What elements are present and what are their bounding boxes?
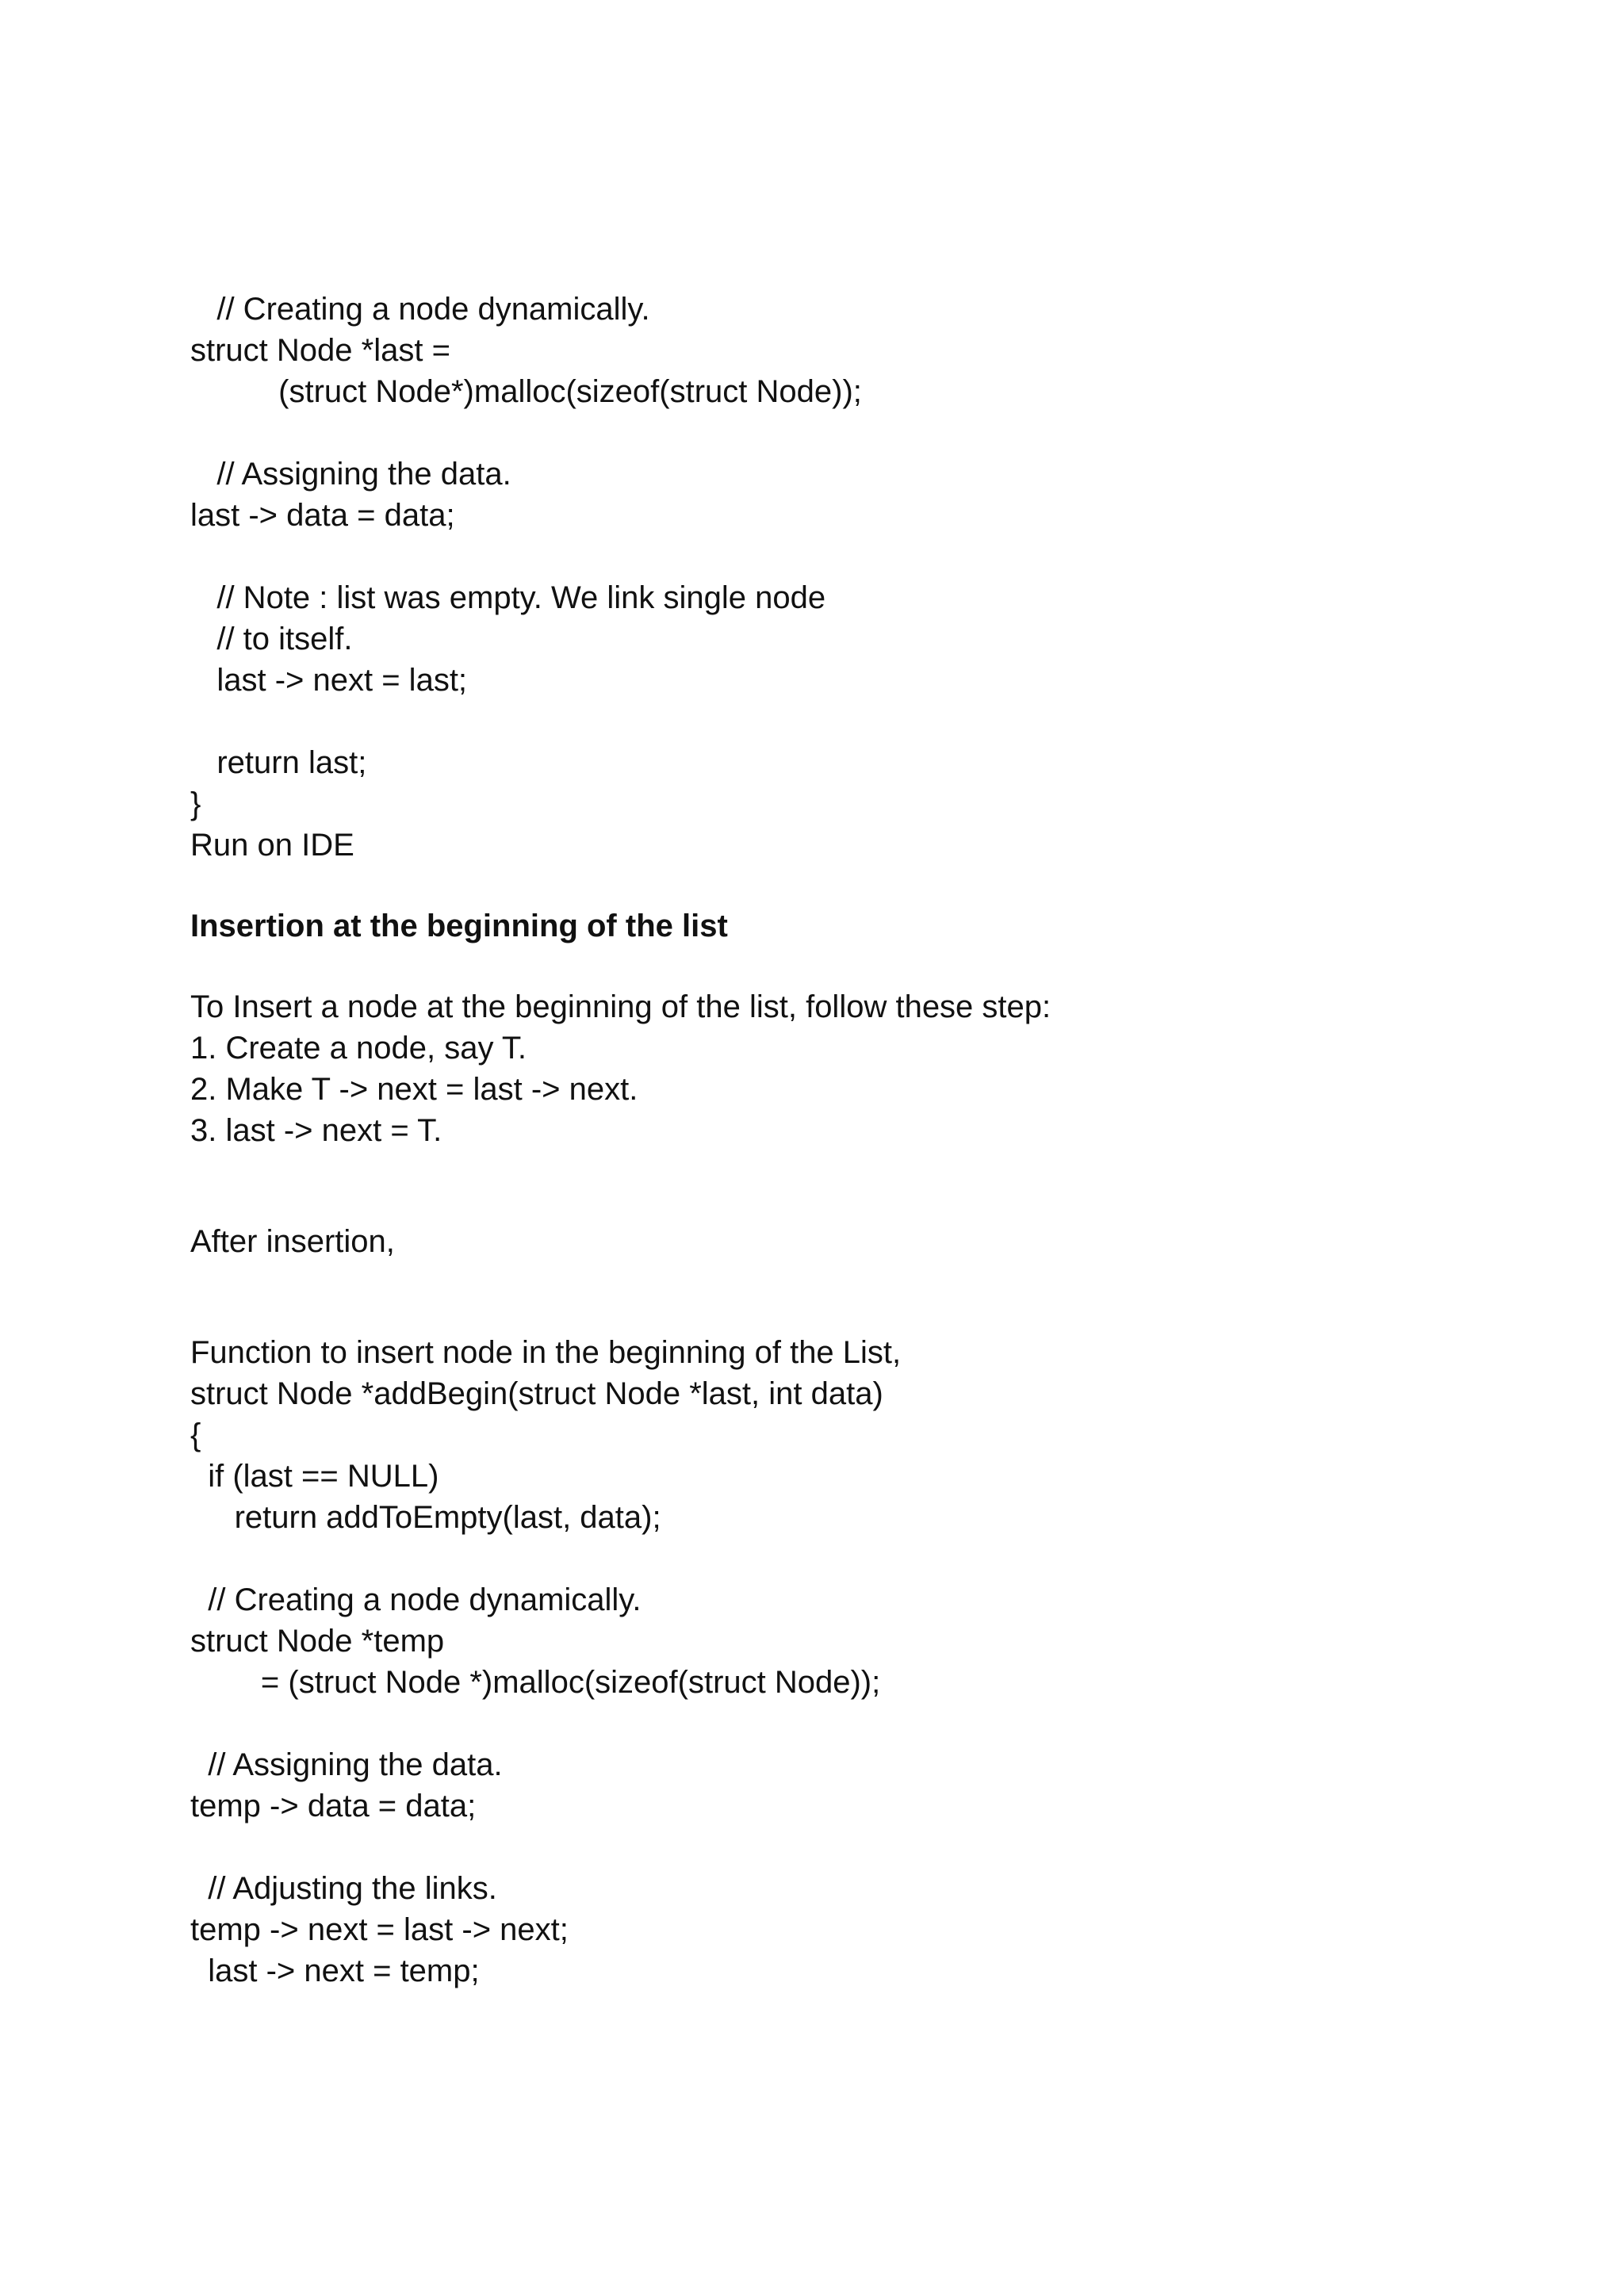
code-malloc-2: = (struct Node *)malloc(sizeof(struct Node)); [190,1665,881,1700]
code-struct-node-temp: struct Node *temp [190,1624,445,1659]
code-comment-creating-node: // Creating a node dynamically. [190,292,650,327]
function-intro-text: Function to insert node in the beginning of the List, [190,1335,902,1370]
code-temp-next: temp -> next = last -> next; [190,1912,569,1947]
after-insertion-text: After insertion, [190,1224,395,1259]
code-comment-assigning-data: // Assigning the data. [190,457,511,492]
code-struct-node-last: struct Node *last = [190,333,450,368]
code-if-null: if (last == NULL) [190,1459,439,1494]
code-last-next: last -> next = temp; [190,1954,480,1988]
code-signature: struct Node *addBegin(struct Node *last, int data) [190,1376,883,1411]
code-close-brace: } [190,786,201,821]
code-malloc: (struct Node*)malloc(sizeof(struct Node)); [190,374,862,409]
run-on-ide-link[interactable]: Run on IDE [190,828,354,863]
code-comment-assigning-data-2: // Assigning the data. [190,1747,503,1782]
step-item: 3. last -> next = T. [190,1113,442,1148]
code-return-add-to-empty: return addToEmpty(last, data); [190,1500,661,1535]
code-open-brace: { [190,1418,201,1452]
code-assign-temp-data: temp -> data = data; [190,1789,477,1823]
section-heading: Insertion at the beginning of the list [190,909,728,943]
code-comment-itself: // to itself. [190,622,353,656]
intro-text: To Insert a node at the beginning of the list, follow these step: [190,989,1051,1024]
code-link-self: last -> next = last; [190,663,468,698]
code-return-last: return last; [190,745,367,780]
step-item: 2. Make T -> next = last -> next. [190,1072,638,1107]
code-comment-creating-node-2: // Creating a node dynamically. [190,1582,642,1617]
code-assign-data: last -> data = data; [190,498,455,533]
step-item: 1. Create a node, say T. [190,1031,527,1066]
code-comment-note: // Note : list was empty. We link single node [190,580,826,615]
code-comment-adjusting-links: // Adjusting the links. [190,1871,497,1906]
